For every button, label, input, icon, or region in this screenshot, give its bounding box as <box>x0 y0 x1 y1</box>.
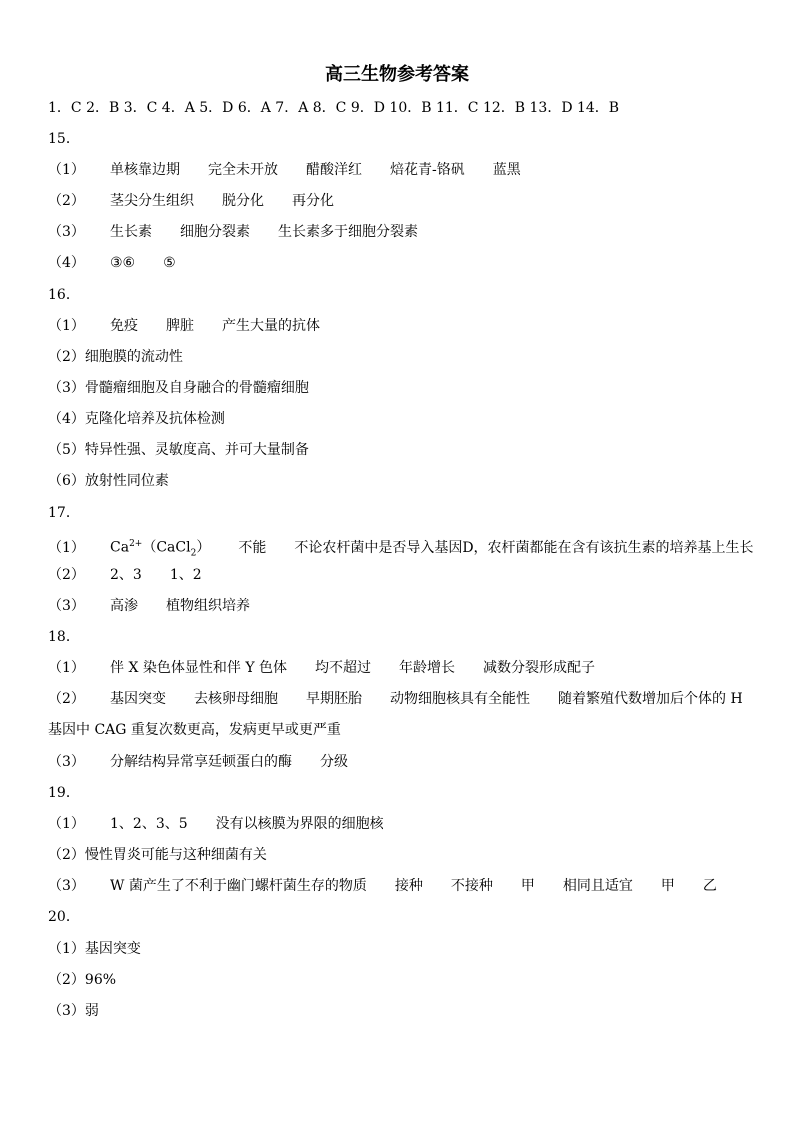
answer: ⑤ <box>163 255 176 271</box>
answer: 不接种 <box>450 878 493 894</box>
part-number: （3） <box>48 224 85 240</box>
answer: 没有以核膜为界限的细胞核 <box>215 816 384 832</box>
q19-part1 <box>48 814 384 834</box>
q16-label: 16． <box>48 287 80 303</box>
part-number: （3） <box>48 598 85 614</box>
q16-part4: （4）克隆化培养及抗体检测 <box>48 411 225 427</box>
answer: 随着繁殖代数增加后个体的 H <box>558 691 743 707</box>
answer: 减数分裂形成配子 <box>483 660 596 676</box>
q18-part1 <box>48 658 595 678</box>
answer: 接种 <box>394 878 423 894</box>
answer: 乙 <box>702 878 717 894</box>
answer: 完全未开放 <box>208 162 278 178</box>
q20-part2: （2）96% <box>48 972 117 988</box>
q16-part3: （3）骨髓瘤细胞及自身融合的骨髓瘤细胞 <box>48 380 309 396</box>
answer: 基因突变 <box>110 691 166 707</box>
mc-answers: 1．C 2．B 3．C 4．A 5．D 6．A 7．A 8．C 9．D 10．B 11．C 12．B 13．D 14．B <box>48 100 620 116</box>
q18-part2 <box>48 689 743 709</box>
answer: 1、2 <box>169 567 202 583</box>
q17-part3 <box>48 596 250 616</box>
answer: 分级 <box>320 754 348 770</box>
q16-part6: （6）放射性同位素 <box>48 473 169 489</box>
q17-label: 17． <box>48 505 80 521</box>
q15-part4 <box>48 253 176 273</box>
q15-label: 15． <box>48 131 80 147</box>
part-number: （4） <box>48 255 85 271</box>
q16-part2: （2）细胞膜的流动性 <box>48 349 183 365</box>
page-title: 高三生物参考答案 <box>325 64 469 85</box>
answer: 高渗 <box>110 598 138 614</box>
answer: 植物组织培养 <box>166 598 250 614</box>
q19-part2: （2）慢性胃炎可能与这种细菌有关 <box>48 847 267 863</box>
q17-part2 <box>48 565 202 585</box>
part-number: （1） <box>48 318 85 334</box>
cacl-subscript: 2 <box>190 548 197 559</box>
answer: 相同且适宜 <box>562 878 633 894</box>
part-number: （1） <box>48 539 85 556</box>
answer: 醋酸洋红 <box>306 162 362 178</box>
answer: 分解结构异常享廷顿蛋白的酶 <box>110 754 292 770</box>
answer: ③⑥ <box>110 255 136 271</box>
cacl-text: （CaCl <box>142 539 191 556</box>
cacl-close: ） <box>196 539 211 556</box>
answer: 甲 <box>660 878 675 894</box>
q20-part3: （3）弱 <box>48 1003 99 1019</box>
q19-part3 <box>48 876 717 896</box>
answer: 再分化 <box>292 193 334 209</box>
q20-part1: （1）基因突变 <box>48 941 141 957</box>
answer: 均不超过 <box>315 660 372 676</box>
q16-part1 <box>48 316 320 336</box>
answer: 不能 <box>238 539 267 556</box>
answer: 茎尖分生组织 <box>110 193 194 209</box>
answer: 年龄增长 <box>399 660 456 676</box>
q15-part2 <box>48 191 334 211</box>
answer: 生长素多于细胞分裂素 <box>278 224 418 240</box>
answer: 不论农杆菌中是否导入基因D，农杆菌都能在含有该抗生素的培养基上生长 <box>294 539 754 556</box>
answer: 产生大量的抗体 <box>222 318 320 334</box>
part-number: （1） <box>48 162 85 178</box>
answer: 蓝黑 <box>492 162 521 178</box>
answer: 细胞分裂素 <box>180 224 250 240</box>
answer: 甲 <box>520 878 535 894</box>
q15-part1 <box>48 160 521 180</box>
part-number: （3） <box>48 754 85 770</box>
answer: 焙花青-铬矾 <box>390 162 465 178</box>
answer: 脱分化 <box>222 193 264 209</box>
part-number: （1） <box>48 660 85 676</box>
answer: 单核靠边期 <box>110 162 180 178</box>
part-number: （3） <box>48 878 85 894</box>
q20-label: 20． <box>48 909 80 925</box>
answer: W 菌产生了不利于幽门螺杆菌生存的物质 <box>110 878 367 894</box>
part-number: （2） <box>48 193 85 209</box>
answer: 动物细胞核具有全能性 <box>390 691 530 707</box>
part-number: （2） <box>48 691 85 707</box>
answer: 早期胚胎 <box>306 691 362 707</box>
answer: 去核卵母细胞 <box>194 691 278 707</box>
q18-part2-continued: 基因中 CAG 重复次数更高，发病更早或更严重 <box>48 722 341 738</box>
answer: 免疫 <box>110 318 138 334</box>
q18-label: 18． <box>48 629 80 645</box>
answer-calcium <box>110 534 210 563</box>
q16-part5: （5）特异性强、灵敏度高、并可大量制备 <box>48 442 309 458</box>
q18-part3 <box>48 752 348 772</box>
answer: 伴 X 染色体显性和伴 Y 色体 <box>110 660 288 676</box>
ca-charge: 2+ <box>129 539 143 549</box>
q17-part1 <box>48 534 754 559</box>
answer: 脾脏 <box>166 318 194 334</box>
part-number: （2） <box>48 567 85 583</box>
answer: 生长素 <box>110 224 152 240</box>
answer: 2、3 <box>110 567 142 583</box>
answer: 1、2、3、5 <box>110 816 188 832</box>
q19-label: 19． <box>48 785 80 801</box>
ca-text: Ca <box>110 539 130 556</box>
part-number: （1） <box>48 816 85 832</box>
q15-part3 <box>48 222 418 242</box>
